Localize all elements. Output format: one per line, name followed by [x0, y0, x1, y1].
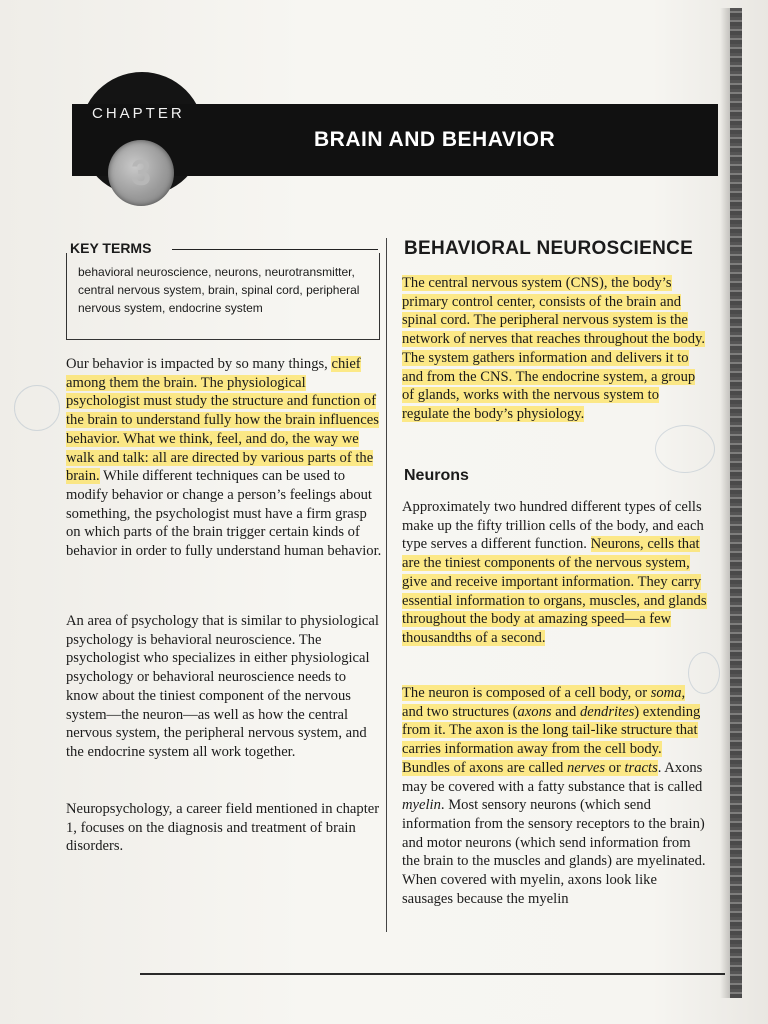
chapter-label: CHAPTER — [92, 105, 185, 122]
text-plain: While different techniques can be used to modify behavior or change a person’s feelings about something, the psychologist must have a firm grasp on which parts of the brain trigger certain kinds of behavior in order to fully understand human behavior. — [66, 468, 382, 560]
book-spine-edge — [730, 8, 742, 998]
left-paragraph-2: An area of psychology that is similar to physiological psychology is behavioral neuroscience. The psychologist who specializes in either physiological psychology or behavioral neuroscience needs to know about the tiniest component of the nervous system—the neuron—as well as how the central nervous system, the peripheral nervous system, and the endocrine system all work together. — [66, 613, 379, 760]
highlighted-text — [402, 685, 700, 776]
right-paragraph-1 — [402, 274, 708, 424]
term-myelin: myelin — [402, 797, 441, 814]
term-dendrites: dendrites — [579, 703, 635, 720]
text-plain: The neuron is composed of a cell body, or — [402, 685, 651, 701]
key-terms-rule — [172, 249, 378, 250]
right-paragraph-3 — [402, 684, 708, 908]
column-divider — [386, 238, 387, 932]
right-paragraph-2 — [402, 498, 708, 648]
text-plain: . Axons may be covered with a fatty substance that is called — [402, 759, 703, 795]
term-tracts: tracts — [624, 759, 658, 776]
pencil-mark — [688, 652, 720, 694]
key-terms-heading: KEY TERMS — [70, 240, 152, 256]
text-plain: Approximately two hundred different types of cells make up the fifty trillion cells of the body, and each type serves a different function. — [402, 499, 704, 553]
term-axons: axons — [517, 703, 552, 720]
text-plain: . Most sensory neurons (which send information from the sensory receptors to the brain) and motor neurons (which send information from the brain to the muscles and glands) are myelinated. When covered with myelin, axons look like sausages because the myelin — [402, 797, 706, 907]
text-plain: ) extending from it. The axon is the long tail-like structure that carries information away from the cell body. Bundles of axons are called — [402, 703, 701, 776]
section-heading: BEHAVIORAL NEUROSCIENCE — [404, 238, 694, 259]
highlighted-text: chief among them the brain. The physiological psychologist must study the structure and function of the brain to understand fully how the brain influences behavior. What we think, feel, and do, the way we walk and talk: all are directed by various parts of the brain. — [66, 356, 379, 485]
chapter-title: BRAIN AND BEHAVIOR — [314, 128, 556, 151]
text-plain: Our behavior is impacted by so many things, — [66, 356, 332, 372]
left-paragraph-1 — [66, 355, 382, 561]
term-nerves: nerves — [566, 759, 606, 776]
text-plain: , and two structures ( — [402, 685, 686, 720]
key-terms-list: behavioral neuroscience, neurons, neurotransmitter, central nervous system, brain, spinal cord, peripheral nervous system, endocrine system — [78, 265, 360, 315]
pencil-mark — [655, 425, 715, 473]
neurons-subheading: Neurons — [404, 467, 469, 484]
page-edge-shadow — [720, 8, 730, 998]
text-plain: and — [551, 703, 580, 720]
highlighted-text: Neurons, cells that are the tiniest components of the nervous system, give and receive important information. They carry essential information to organs, muscles, and glands throughout the body at amazing speed—a few thousandths of a second. — [402, 536, 707, 646]
term-soma: soma — [650, 685, 682, 701]
left-paragraph-3: Neuropsychology, a career field mentioned in chapter 1, focuses on the diagnosis and treatment of brain disorders. — [66, 801, 380, 855]
chapter-number: 3 — [130, 152, 152, 193]
pencil-mark — [14, 385, 60, 431]
highlighted-text: The central nervous system (CNS), the body’s primary control center, consists of the brain and spinal cord. The peripheral nervous system is the network of nerves that reaches throughout the body. The system gathers information and delivers it to and from the CNS. The endocrine system, a group of glands, works with the nervous system to regulate the body’s physiology. — [402, 275, 705, 422]
text-plain: or — [605, 759, 625, 776]
bottom-rule — [140, 973, 725, 975]
